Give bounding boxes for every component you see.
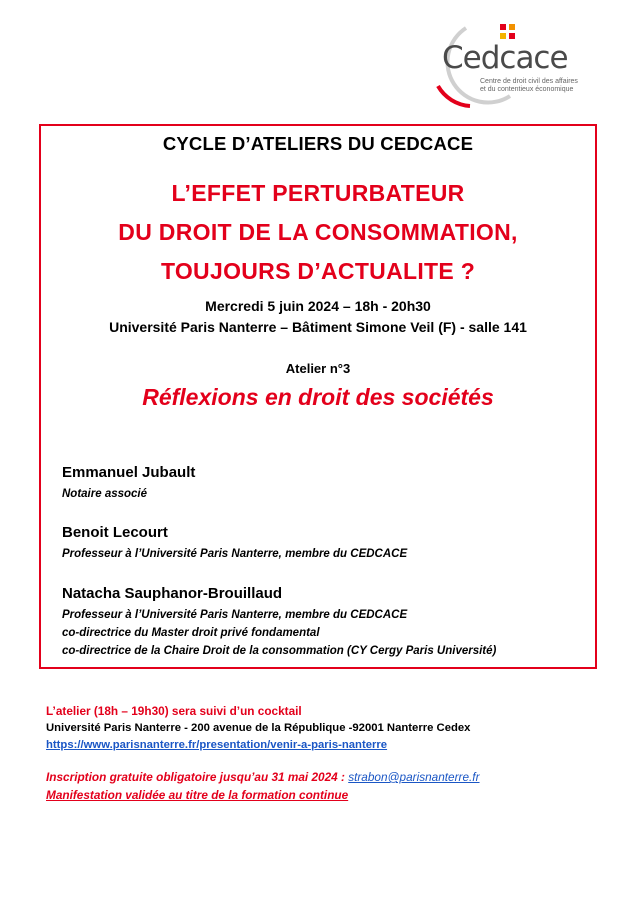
event-title-line-2: DU DROIT DE LA CONSOMMATION, xyxy=(118,219,518,245)
speaker-name: Emmanuel Jubault xyxy=(62,464,196,481)
logo-wordmark: Cedcace xyxy=(442,40,568,76)
logo-subtitle: Centre de droit civil des affaires et du contentieux économique xyxy=(480,78,578,93)
venue-address: Université Paris Nanterre - 200 avenue de la République -92001 Nanterre Cedex xyxy=(46,722,471,734)
speaker-name: Natacha Sauphanor-Brouillaud xyxy=(62,585,283,602)
speaker-role: Notaire associé xyxy=(62,488,148,500)
cocktail-note: L’atelier (18h – 19h30) sera suivi d’un cocktail xyxy=(46,704,302,718)
speaker-role: Professeur à l’Université Paris Nanterre, membre du CEDCACE xyxy=(62,609,408,621)
cycle-heading: CYCLE D’ATELIERS DU CEDCACE xyxy=(162,133,474,154)
event-date: Mercredi 5 juin 2024 – 18h - 20h30 xyxy=(205,298,431,314)
atelier-theme: Réflexions en droit des sociétés xyxy=(142,384,494,410)
cedcace-logo xyxy=(420,18,620,108)
inscription-line xyxy=(46,770,480,784)
inscription-email[interactable]: strabon@parisnanterre.fr xyxy=(348,770,480,784)
speaker-role: Professeur à l’Université Paris Nanterre, membre du CEDCACE xyxy=(62,548,408,560)
inscription-text: Inscription gratuite obligatoire jusqu’au 31 mai 2024 : xyxy=(46,770,349,784)
speaker-role: co-directrice de la Chaire Droit de la consommation (CY Cergy Paris Université) xyxy=(62,645,497,657)
event-place: Université Paris Nanterre – Bâtiment Simone Veil (F) - salle 141 xyxy=(109,319,527,335)
venue-link[interactable]: https://www.parisnanterre.fr/presentation/venir-a-paris-nanterre xyxy=(46,739,388,751)
speaker-name: Benoit Lecourt xyxy=(62,524,168,541)
speaker-role: co-directrice du Master droit privé fondamental xyxy=(62,627,320,639)
event-title-line-1: L’EFFET PERTURBATEUR xyxy=(171,180,465,206)
event-title-line-3: TOUJOURS D’ACTUALITE ? xyxy=(160,258,476,284)
atelier-number: Atelier n°3 xyxy=(285,361,351,376)
formation-note: Manifestation validée au titre de la formation continue xyxy=(46,788,349,802)
